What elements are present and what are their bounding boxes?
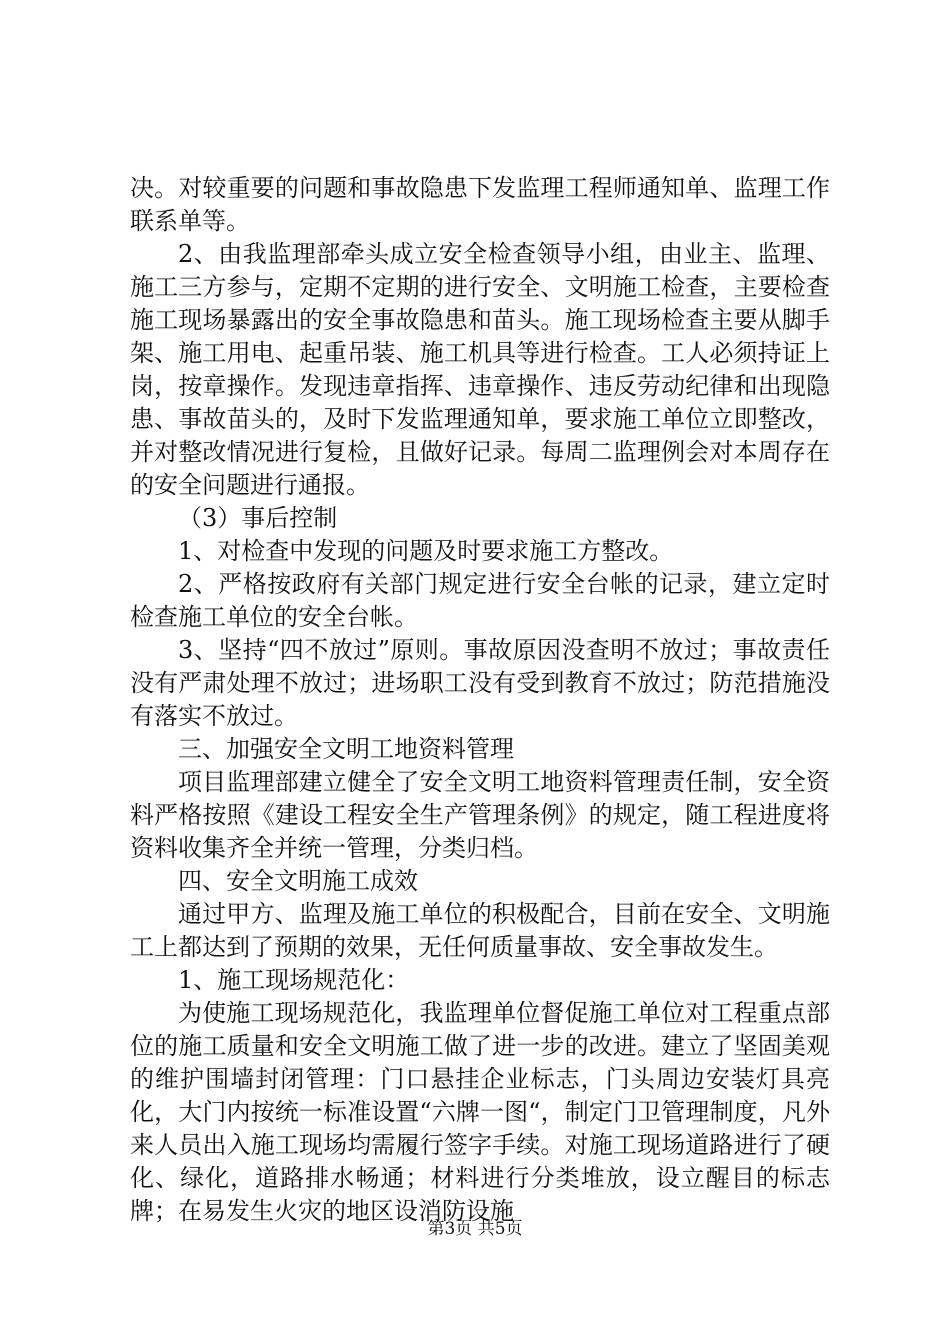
paragraph-8: 项目监理部建立健全了安全文明工地资料管理责任制，安全资料严格按照《建设工程安全生产管理条例》的规定，随工程进度将资料收集齐全并统一管理，分类归档。 [130,768,830,862]
paragraph-6: 3、坚持“四不放过”原则。事故原因没查明不放过；事故责任没有严肃处理不放过；进场职工没有受到教育不放过；防范措施没有落实不放过。 [130,636,830,730]
paragraph-5: 2、严格按政府有关部门规定进行安全台帐的记录，建立定时检查施工单位的安全台帐。 [130,570,830,631]
section-heading-3: 三、加强安全文明工地资料管理 [178,735,514,763]
section-heading-4: 四、安全文明施工成效 [178,867,418,895]
paragraph-1: 决。对较重要的问题和事故隐患下发监理工程师通知单、监理工作联系单等。 [130,174,830,235]
subheading-site-standardization: 1、施工现场规范化： [178,966,410,994]
paragraph-2: 2、由我监理部牵头成立安全检查领导小组，由业主、监理、施工三方参与，定期不定期的进行安全、文明施工检查，主要检查施工现场暴露出的安全事故隐患和苗头。施工现场检查主要从脚手架、施工用电、起重吊装、施工机具等进行检查。工人必须持证上岗，按章操作。发现违章指挥、违章操作、违反劳动纪律和出现隐患、事故苗头的，及时下发监理通知单，要求施工单位立即整改，并对整改情况进行复检，且做好记录。每周二监理例会对本周存在的安全问题进行通报。 [130,240,830,499]
paragraph-12: 为使施工现场规范化，我监理单位督促施工单位对工程重点部位的施工质量和安全文明施工做了进一步的改进。建立了坚固美观的维护围墙封闭管理：门口悬挂企业标志，门头周边安装灯具亮化，大门内按统一标准设置“六牌一图“，制定门卫管理制度，凡外来人员出入施工现场均需履行签字手续。对施工现场道路进行了硬化、绿化，道路排水畅通；材料进行分类堆放，设立醒目的标志牌；在易发生火灾的地区设消防设施 [130,999,830,1225]
paragraph-10: 通过甲方、监理及施工单位的积极配合，目前在安全、文明施工上都达到了预期的效果，无任何质量事故、安全事故发生。 [130,900,830,961]
page-number-footer: 第3页 共5页 [427,1219,523,1239]
subheading-after-control: （3）事后控制 [178,504,338,532]
document-body [130,172,830,1228]
paragraph-4: 1、对检查中发现的问题及时要求施工方整改。 [178,537,674,565]
